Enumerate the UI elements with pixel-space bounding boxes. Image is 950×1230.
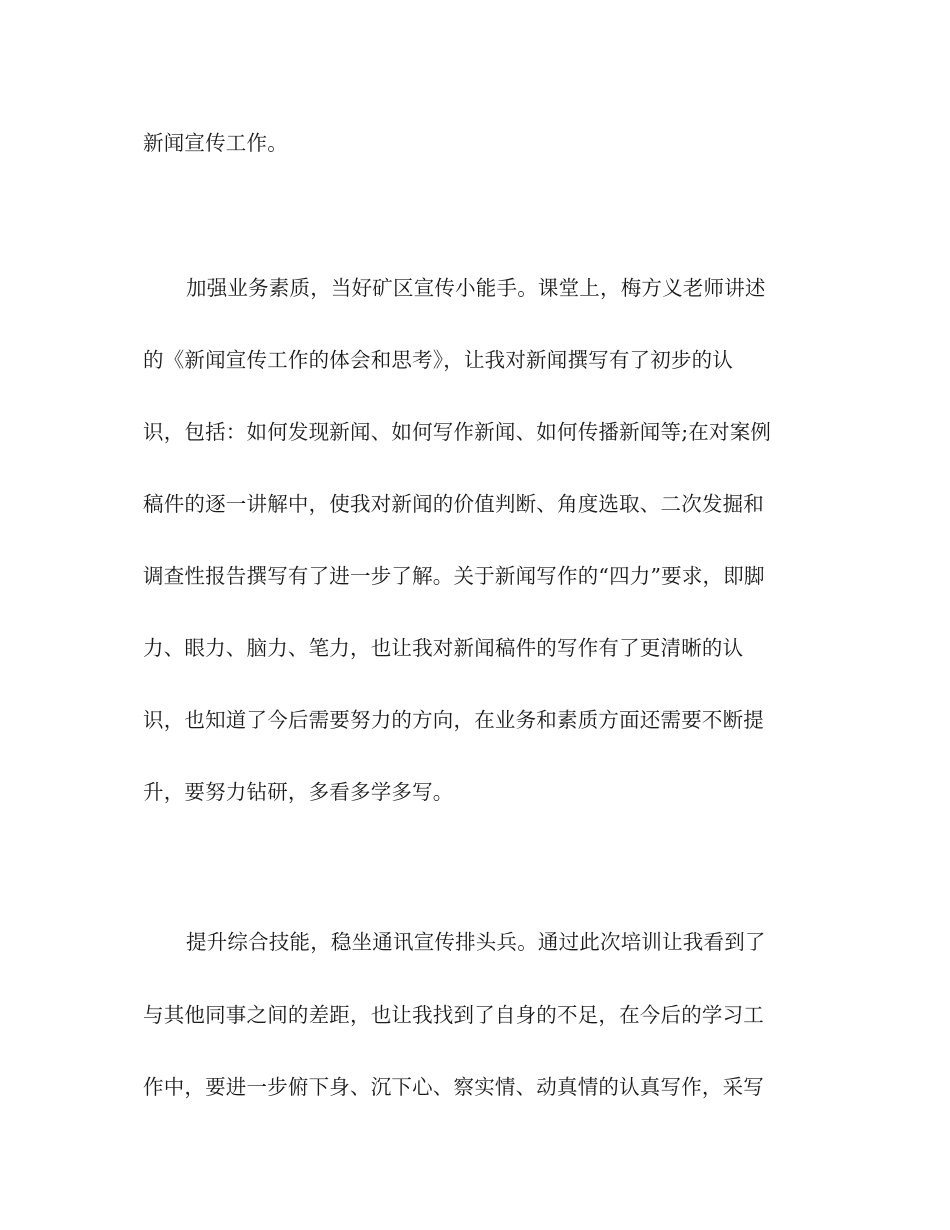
paragraph-2-line-6: 力、眼力、脑力、笔力，也让我对新闻稿件的写作有了更清晰的认	[143, 636, 744, 660]
paragraph-2-line-4: 稿件的逐一讲解中，使我对新闻的价值判断、角度选取、二次发掘和	[143, 492, 764, 516]
paragraph-3-line-1: 提升综合技能，稳坐通讯宣传排头兵。通过此次培训让我看到了	[186, 930, 766, 954]
paragraph-3-line-2: 与其他同事之间的差距，也让我找到了自身的不足，在今后的学习工	[143, 1003, 764, 1027]
paragraph-2-line-7: 识，也知道了今后需要努力的方向，在业务和素质方面还需要不断提	[143, 708, 764, 732]
paragraph-2-line-2: 的《新闻宣传工作的体会和思考》，让我对新闻撰写有了初步的认	[143, 348, 734, 372]
paragraph-2-line-5: 调查性报告撰写有了进一步了解。关于新闻写作的“四力”要求，即脚	[143, 564, 765, 588]
paragraph-3-line-3: 作中，要进一步俯下身、沉下心、察实情、动真情的认真写作，采写	[143, 1075, 764, 1099]
paragraph-2-line-1: 加强业务素质，当好矿区宣传小能手。课堂上，梅方义老师讲述	[186, 276, 766, 300]
paragraph-1-line-1: 新闻宣传工作。	[143, 131, 288, 155]
paragraph-2-line-8: 升，要努力钻研，多看多学多写。	[143, 780, 454, 804]
paragraph-2-line-3: 识，包括：如何发现新闻、如何写作新闻、如何传播新闻等;在对案例	[143, 420, 772, 444]
